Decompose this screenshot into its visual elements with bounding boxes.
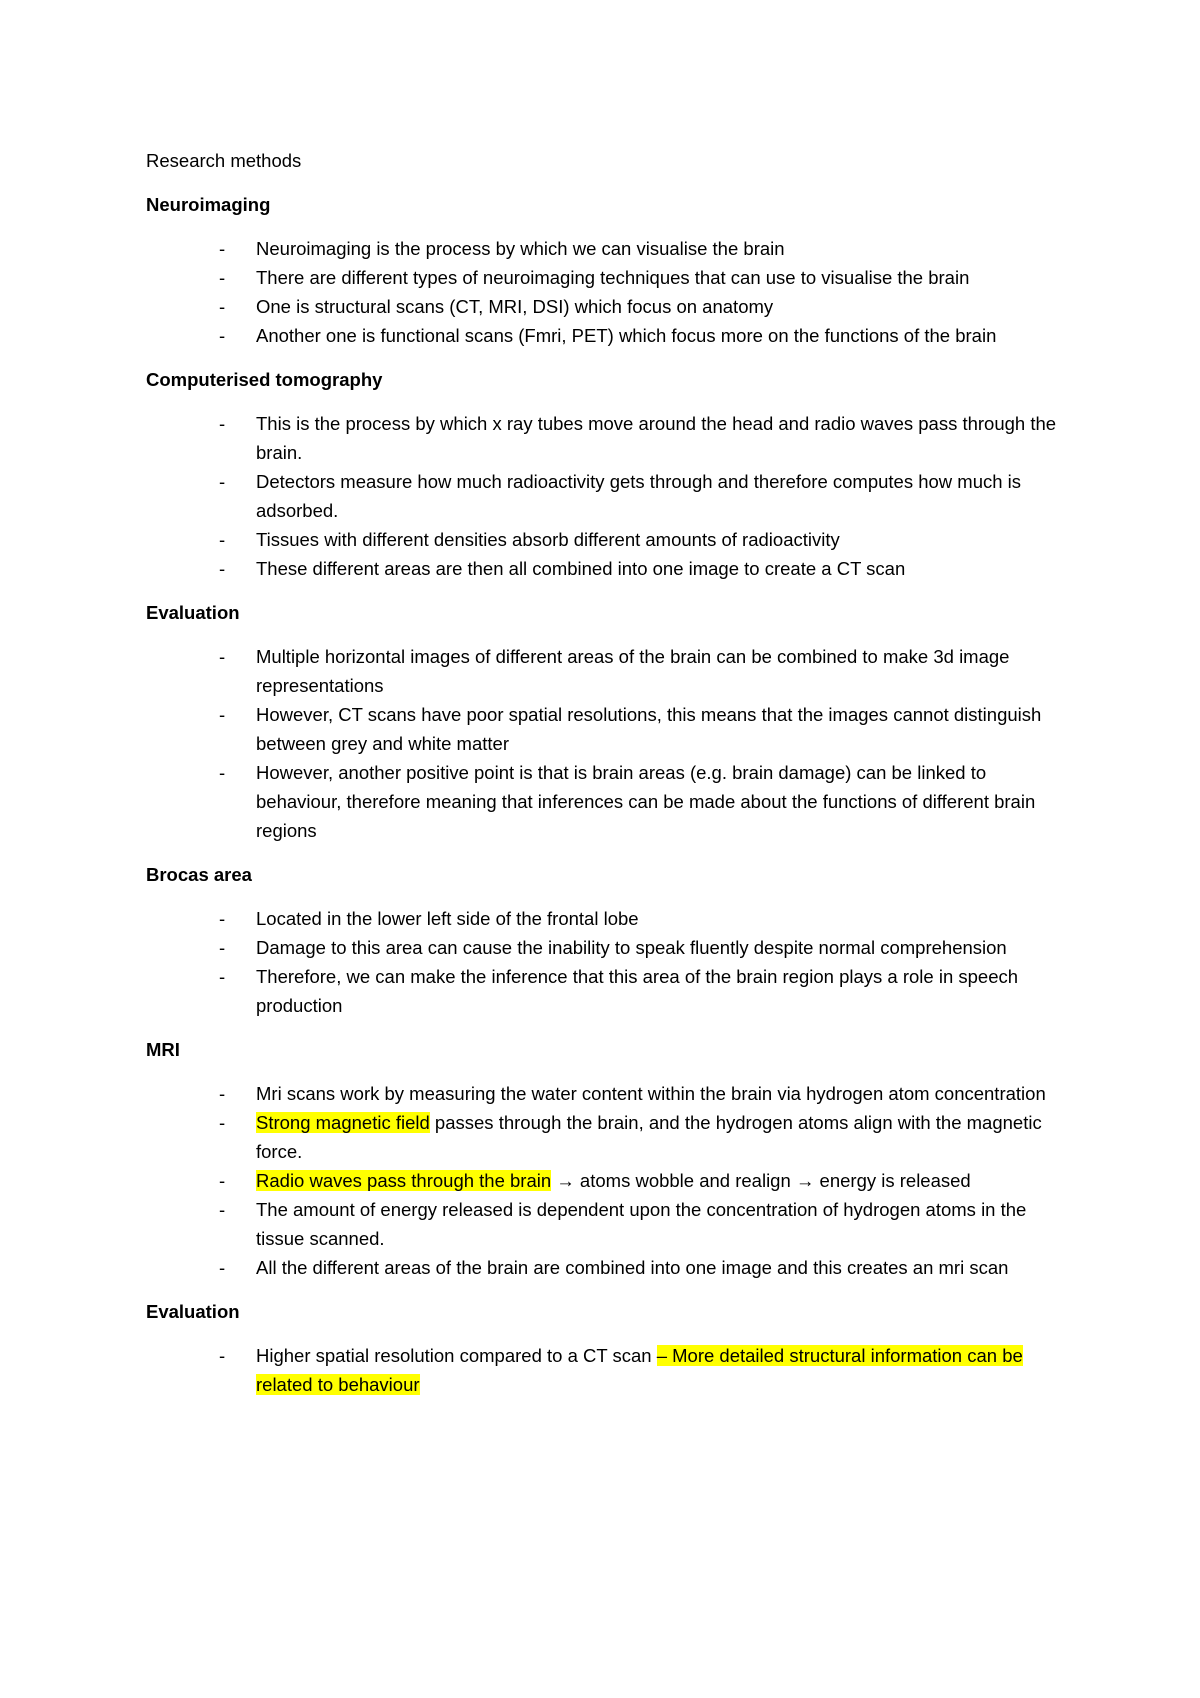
bullet-text: However, another positive point is that is brain areas (e.g. brain damage) can be linked to behaviour, therefore meaning that inferences can be made about the functions of different brain regions [256, 762, 1036, 841]
section-heading: MRI [146, 1039, 180, 1060]
bullet-text: → atoms wobble and realign → energy is released [551, 1170, 971, 1191]
bullet-text: All the different areas of the brain are combined into one image and this creates an mri scan [256, 1257, 1009, 1278]
bullet-item [146, 1195, 1076, 1253]
bullet-item [146, 933, 1076, 962]
bullet-text: Higher spatial resolution compared to a CT scan [256, 1345, 657, 1366]
bullet-text: There are different types of neuroimaging techniques that can use to visualise the brain [256, 267, 970, 288]
bullet-list [146, 1341, 1076, 1399]
bullet-text: The amount of energy released is dependent upon the concentration of hydrogen atoms in the tissue scanned. [256, 1199, 1027, 1249]
bullet-list [146, 409, 1076, 583]
bullet-item [146, 700, 1076, 758]
sections-container [146, 190, 1076, 1399]
bullet-text: Another one is functional scans (Fmri, PET) which focus more on the functions of the brain [256, 325, 997, 346]
bullet-list [146, 1079, 1076, 1282]
bullet-item [146, 1341, 1076, 1399]
bullet-item [146, 525, 1076, 554]
bullet-text: passes through the brain, and the hydrogen atoms align with the magnetic force. [256, 1112, 1042, 1162]
bullet-item [146, 1108, 1076, 1166]
bullet-text: Neuroimaging is the process by which we can visualise the brain [256, 238, 785, 259]
section-heading: Neuroimaging [146, 194, 271, 215]
bullet-text: However, CT scans have poor spatial resolutions, this means that the images cannot distinguish between grey and white matter [256, 704, 1042, 754]
bullet-text: Detectors measure how much radioactivity gets through and therefore computes how much is adsorbed. [256, 471, 1022, 521]
section-heading: Evaluation [146, 602, 240, 623]
bullet-text: One is structural scans (CT, MRI, DSI) which focus on anatomy [256, 296, 774, 317]
document-body [146, 146, 1076, 1414]
bullet-text: Damage to this area can cause the inability to speak fluently despite normal comprehension [256, 937, 1007, 958]
bullet-text: Mri scans work by measuring the water content within the brain via hydrogen atom concentration [256, 1083, 1046, 1104]
bullet-list [146, 642, 1076, 845]
document-title: Research methods [146, 150, 302, 171]
bullet-item [146, 263, 1076, 292]
bullet-item [146, 409, 1076, 467]
bullet-item [146, 1166, 1076, 1195]
bullet-list [146, 904, 1076, 1020]
section-heading: Computerised tomography [146, 369, 383, 390]
section-heading: Evaluation [146, 1301, 240, 1322]
bullet-text: Tissues with different densities absorb different amounts of radioactivity [256, 529, 840, 550]
bullet-text: These different areas are then all combined into one image to create a CT scan [256, 558, 906, 579]
highlighted-text: Strong magnetic field [256, 1112, 430, 1133]
bullet-item [146, 904, 1076, 933]
bullet-item [146, 321, 1076, 350]
bullet-item [146, 292, 1076, 321]
bullet-item [146, 1253, 1076, 1282]
bullet-text: Located in the lower left side of the frontal lobe [256, 908, 639, 929]
bullet-item [146, 1079, 1076, 1108]
highlighted-text: – More detailed structural information can be related to behaviour [256, 1345, 1023, 1395]
bullet-item [146, 554, 1076, 583]
bullet-list [146, 234, 1076, 350]
highlighted-text: Radio waves pass through the brain [256, 1170, 552, 1191]
bullet-text: Multiple horizontal images of different areas of the brain can be combined to make 3d image representations [256, 646, 1010, 696]
bullet-text: Therefore, we can make the inference that this area of the brain region plays a role in speech production [256, 966, 1019, 1016]
bullet-item [146, 234, 1076, 263]
bullet-text: This is the process by which x ray tubes move around the head and radio waves pass through the brain. [256, 413, 1057, 463]
bullet-item [146, 642, 1076, 700]
bullet-item [146, 962, 1076, 1020]
section-heading: Brocas area [146, 864, 252, 885]
bullet-item [146, 467, 1076, 525]
bullet-item [146, 758, 1076, 845]
